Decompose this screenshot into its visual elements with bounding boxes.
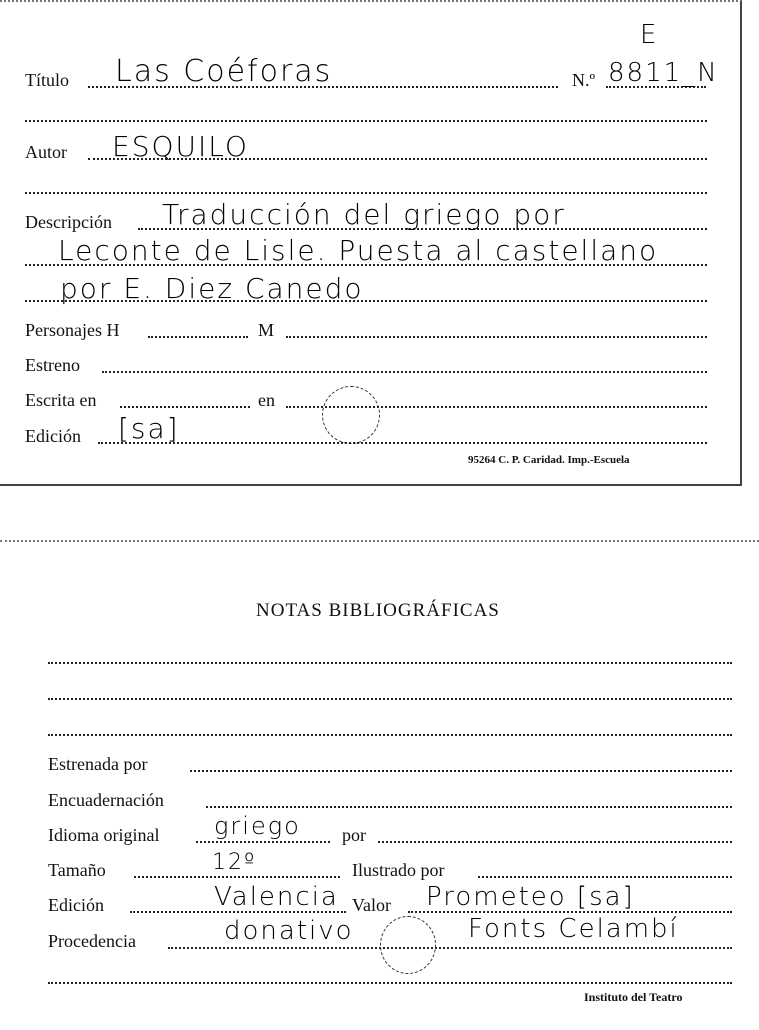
por-label: por — [342, 825, 366, 845]
handwritten-mark: E — [640, 20, 659, 50]
procedencia-label: Procedencia — [48, 931, 136, 951]
edicion-label: Edición — [25, 426, 81, 446]
edicion-value: [sa] — [118, 412, 180, 445]
numero-value: 8811_N — [608, 58, 719, 88]
edicion-line — [98, 442, 707, 444]
notas-line-2 — [48, 698, 732, 700]
m-label: M — [258, 320, 275, 340]
stamp-circle — [322, 386, 380, 444]
last-line — [48, 982, 732, 984]
valor-label: Valor — [352, 895, 391, 915]
footer-institution: Instituto del Teatro — [584, 990, 683, 1004]
escrita-line — [120, 406, 250, 408]
titulo-value: Las Coéforas — [115, 54, 333, 89]
estreno-line — [102, 371, 707, 373]
catalog-card-front — [0, 0, 742, 486]
numero-label: N.º — [572, 70, 596, 90]
tamano-value: 12º — [212, 850, 257, 875]
autor-label: Autor — [25, 142, 67, 162]
tamano-line — [134, 876, 340, 878]
edicion2-value: Valencia — [214, 882, 339, 912]
encuadernacion-line — [206, 806, 732, 808]
escrita-label: Escrita en — [25, 390, 97, 410]
stamp-circle-2 — [380, 916, 436, 974]
notas-heading: NOTAS BIBLIOGRÁFICAS — [256, 600, 500, 621]
estrenada-label: Estrenada por — [48, 754, 148, 774]
procedencia-value: donativo — [224, 916, 354, 946]
catalog-card-back — [0, 540, 759, 1030]
descripcion-value-1: Traducción del griego por — [162, 198, 566, 231]
notas-line-3 — [48, 734, 732, 736]
ilustrado-label: Ilustrado por — [352, 860, 445, 880]
printer-credit: 95264 C. P. Caridad. Imp.-Escuela — [468, 454, 630, 466]
idioma-label: Idioma original — [48, 825, 160, 845]
autor-value: ESQUILO — [112, 130, 249, 163]
descripcion-value-3: por E. Diez Canedo — [60, 272, 364, 305]
ilustrado-line — [478, 876, 732, 878]
descripcion-label: Descripción — [25, 212, 112, 232]
notas-line-1 — [48, 662, 732, 664]
blank-line-2 — [25, 192, 707, 194]
personajes-h-line — [148, 336, 248, 338]
personajes-m-line — [286, 336, 707, 338]
procedencia-line — [168, 947, 732, 949]
personajes-label: Personajes H — [25, 320, 120, 340]
estreno-label: Estreno — [25, 355, 80, 375]
descripcion-value-2: Leconte de Lisle. Puesta al castellano — [58, 234, 659, 267]
tamano-label: Tamaño — [48, 860, 106, 880]
encuadernacion-label: Encuadernación — [48, 790, 164, 810]
procedencia-value-2: Fonts Celambí — [468, 914, 679, 944]
estrenada-line — [190, 770, 732, 772]
blank-line-1 — [25, 120, 707, 122]
edicion2-label: Edición — [48, 895, 104, 915]
idioma-line — [196, 841, 330, 843]
por-line — [378, 841, 732, 843]
titulo-label: Título — [25, 70, 69, 90]
valor-value: Prometeo [sa] — [426, 882, 635, 912]
idioma-value: griego — [214, 812, 301, 840]
en-label: en — [258, 390, 275, 410]
